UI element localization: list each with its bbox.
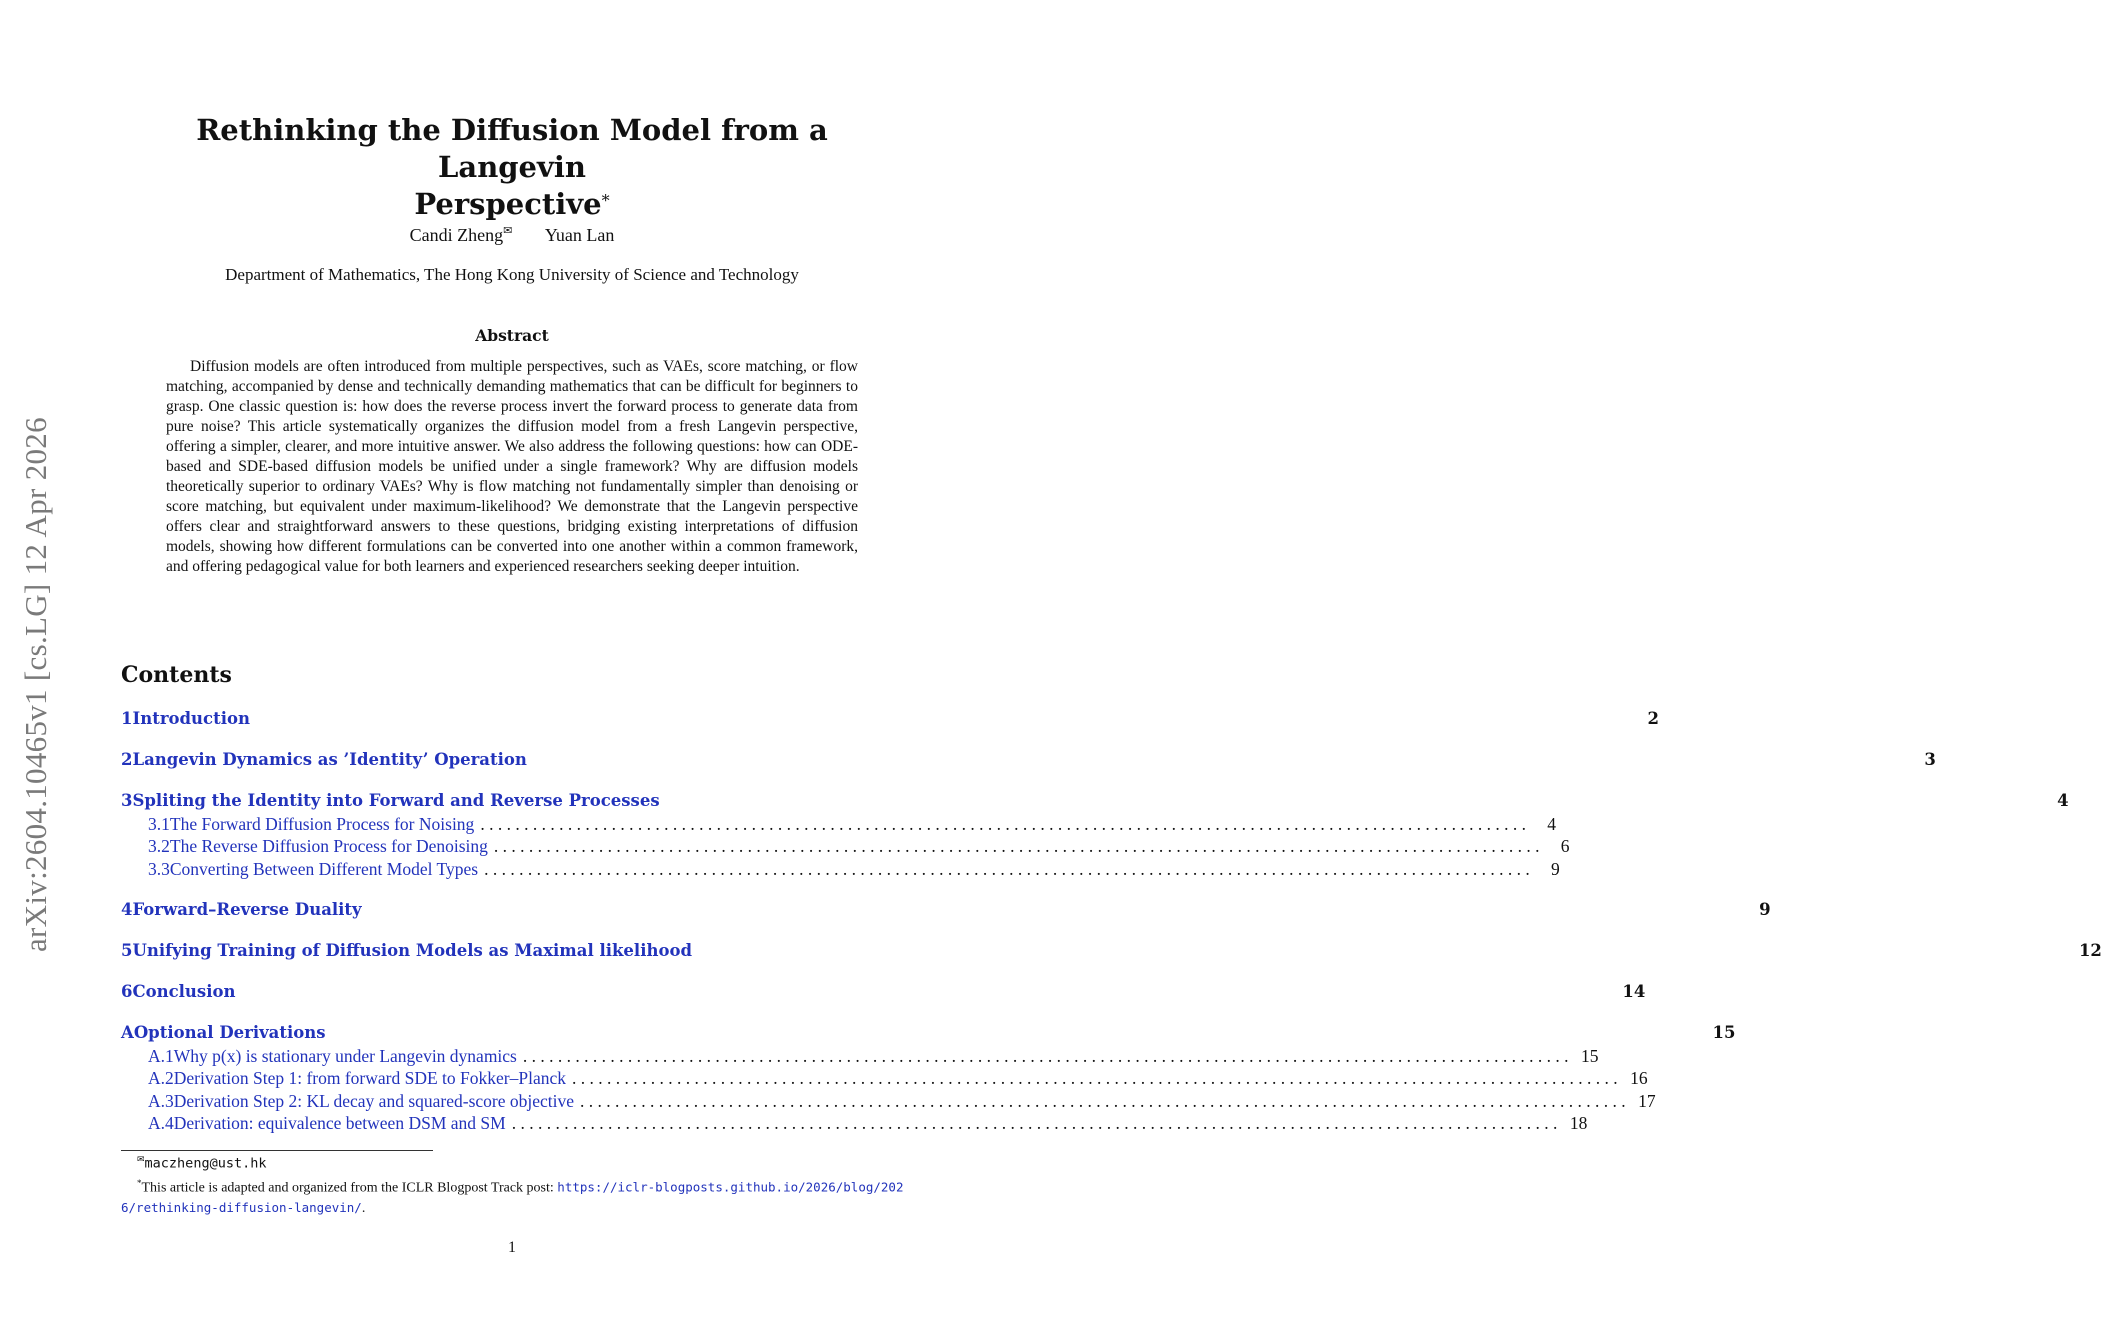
- toc-page-number: 15: [1712, 1023, 1736, 1042]
- author-email-link[interactable]: maczheng@ust.hk: [144, 1155, 267, 1172]
- toc-page-number: 9: [1759, 900, 1771, 919]
- title-footnote-mark[interactable]: *: [601, 191, 610, 210]
- toc-number: 4: [121, 900, 133, 919]
- toc-entry-6[interactable]: [121, 982, 1646, 1001]
- affiliation: Department of Mathematics, The Hong Kong University of Science and Technology: [225, 265, 799, 284]
- toc-entry-1[interactable]: [121, 709, 1659, 728]
- toc-title: The Reverse Diffusion Process for Denoising: [169, 836, 488, 856]
- toc-page-number: 12: [2078, 941, 2102, 960]
- toc-entry-a[interactable]: [121, 1023, 1736, 1042]
- toc-leader-dots: . . . . . . . . . . . . . . . . . . . . . . . . . . . . . . . . . . . . . . . . . . . . . . . . . . . . . . . . . . . . . . . . . . . . . . . . . . . . . . . . . . . . . . . . . . . . . . . . . . . . . . . . . . . . . . . . . . . . . . . .: [580, 1091, 1626, 1111]
- toc-leader-dots: . . . . . . . . . . . . . . . . . . . . . . . . . . . . . . . . . . . . . . . . . . . . . . . . . . . . . . . . . . . . . . . . . . . . . . . . . . . . . . . . . . . . . . . . . . . . . . . . . . . . . . . . . . . . . . . . . . . . . . . .: [493, 836, 1540, 856]
- toc-page-number: 9: [1550, 859, 1560, 879]
- toc-leader-dots: . . . . . . . . . . . . . . . . . . . . . . . . . . . . . . . . . . . . . . . . . . . . . . . . . . . . . . . . . . . . . . . . . . . . . . . . . . . . . . . . . . . . . . . . . . . . . . . . . . . . . . . . . . . . . . . . . . . . . . . .: [522, 1046, 1569, 1066]
- toc-title: Introduction: [132, 709, 250, 728]
- toc-number: A.4: [148, 1113, 174, 1133]
- toc-number: A: [121, 1023, 134, 1042]
- toc-title: Optional Derivations: [133, 1023, 326, 1042]
- toc-entry-3[interactable]: [121, 791, 2069, 810]
- toc-number: 3.2: [148, 836, 170, 856]
- toc-page-number: 16: [1630, 1068, 1648, 1088]
- toc-title: Langevin Dynamics as ’Identity’ Operation: [132, 750, 527, 769]
- toc-entry-2[interactable]: [121, 750, 1936, 769]
- toc-number: 3: [121, 791, 133, 810]
- title-line-1: Rethinking the Diffusion Model from a Langevin: [196, 113, 828, 184]
- toc-entry-a-4[interactable]: [148, 1113, 1588, 1134]
- toc-number: 1: [121, 709, 133, 728]
- toc-page-number: 3: [1924, 750, 1936, 769]
- toc-page-number: 15: [1581, 1046, 1599, 1066]
- toc-number: 3.3: [148, 859, 170, 879]
- toc-entry-a-3[interactable]: [148, 1091, 1656, 1112]
- toc-number: A.3: [148, 1091, 174, 1111]
- toc-leader-dots: . . . . . . . . . . . . . . . . . . . . . . . . . . . . . . . . . . . . . . . . . . . . . . . . . . . . . . . . . . . . . . . . . . . . . . . . . . . . . . . . . . . . . . . . . . . . . . . . . . . . . . . . . . . . . . . . . . . . . . . .: [484, 859, 1530, 879]
- toc-title: Conclusion: [132, 982, 236, 1001]
- footnote-end: .: [361, 1200, 366, 1216]
- toc-page-number: 14: [1622, 982, 1646, 1001]
- contents-heading: Contents: [121, 662, 232, 688]
- toc-page-number: 17: [1638, 1091, 1656, 1111]
- footnote-email: [137, 1155, 266, 1172]
- corresponding-author-mail-icon[interactable]: ✉: [503, 225, 513, 237]
- toc-leader-dots: . . . . . . . . . . . . . . . . . . . . . . . . . . . . . . . . . . . . . . . . . . . . . . . . . . . . . . . . . . . . . . . . . . . . . . . . . . . . . . . . . . . . . . . . . . . . . . . . . . . . . . . . . . . . . . . . . . . . . . . .: [511, 1113, 1558, 1133]
- toc-page-number: 18: [1569, 1113, 1588, 1133]
- toc-title: Why p(x) is stationary under Langevin dynamics: [173, 1046, 517, 1066]
- toc-page-number: 2: [1647, 709, 1659, 728]
- toc-entry-4[interactable]: [121, 900, 1771, 919]
- toc-title: Converting Between Different Model Types: [169, 859, 479, 879]
- footnote-text: This article is adapted and organized from the ICLR Blogpost Track post:: [141, 1180, 558, 1196]
- toc-title: Unifying Training of Diffusion Models as Maximal likelihood: [132, 941, 693, 960]
- toc-page-number: 6: [1560, 836, 1570, 856]
- footnote-source: [121, 1174, 907, 1218]
- author-yuan-lan: Yuan Lan: [544, 225, 615, 245]
- toc-title: Derivation: equivalence between DSM and SM: [173, 1113, 506, 1133]
- toc-number: A.1: [148, 1046, 174, 1066]
- footnote-divider: [121, 1150, 433, 1151]
- toc-number: 2: [121, 750, 133, 769]
- toc-number: 5: [121, 941, 133, 960]
- toc-title: The Forward Diffusion Process for Noising: [169, 814, 475, 834]
- toc-leader-dots: . . . . . . . . . . . . . . . . . . . . . . . . . . . . . . . . . . . . . . . . . . . . . . . . . . . . . . . . . . . . . . . . . . . . . . . . . . . . . . . . . . . . . . . . . . . . . . . . . . . . . . . . . . . . . . . . . . . . . . . .: [480, 814, 1526, 834]
- toc-number: 6: [121, 982, 133, 1001]
- toc-title: Forward–Reverse Duality: [132, 900, 362, 919]
- arxiv-identifier-stamp: arXiv:2604.10465v1 [cs.LG] 12 Apr 2026: [18, 417, 53, 952]
- toc-number: A.2: [148, 1068, 174, 1088]
- author-candi-zheng: Candi Zheng✉: [409, 225, 513, 245]
- toc-entry-3-2[interactable]: [148, 836, 1570, 857]
- toc-entry-a-2[interactable]: [148, 1068, 1648, 1089]
- toc-page-number: 4: [1547, 814, 1556, 834]
- abstract-text: Diffusion models are often introduced from multiple perspectives, such as VAEs, score matching, or flow matching, accompanied by dense and technically demanding mathematics that can be difficult for beginners to grasp. One classic question is: how does the reverse process invert the forward process to generate data from pure noise? This article systematically organizes the diffusion model from a fresh Langevin perspective, offering a simpler, clearer, and more intuitive answer. We also address the following questions: how can ODE-based and SDE-based diffusion models be unified under a single framework? Why are diffusion models theoretically superior to ordinary VAEs? Why is flow matching not fundamentally simpler than denoising or score matching, but equivalent under maximum-likelihood? We demonstrate that the Langevin perspective offers clear and straightforward answers to these questions, bridging existing interpretations of diffusion models, showing how different formulations can be converted into one another within a common framework, and offering pedagogical value for both learners and experienced researchers seeking deeper intuition.: [166, 358, 858, 575]
- paper-title: [120, 112, 904, 223]
- abstract-heading: Abstract: [475, 326, 549, 345]
- blogpost-url-link[interactable]: https://iclr-blogposts.github.io/2026/blog/2026/rethinking-diffusion-langevin/: [121, 1179, 904, 1215]
- toc-number: 3.1: [148, 814, 170, 834]
- mail-icon: ✉: [137, 1155, 145, 1165]
- toc-entry-3-3[interactable]: [148, 859, 1560, 880]
- toc-entry-5[interactable]: [121, 941, 2102, 960]
- toc-entry-3-1[interactable]: [148, 814, 1556, 835]
- footnote-mark: *: [137, 1178, 142, 1188]
- page-number: 1: [508, 1239, 516, 1256]
- author-list: [120, 224, 904, 246]
- toc-title: Spliting the Identity into Forward and Reverse Processes: [132, 791, 660, 810]
- toc-title: Derivation Step 1: from forward SDE to Fokker–Planck: [173, 1068, 566, 1088]
- toc-page-number: 4: [2057, 791, 2069, 810]
- toc-leader-dots: . . . . . . . . . . . . . . . . . . . . . . . . . . . . . . . . . . . . . . . . . . . . . . . . . . . . . . . . . . . . . . . . . . . . . . . . . . . . . . . . . . . . . . . . . . . . . . . . . . . . . . . . . . . . . . . . . . . . . . . .: [572, 1068, 1618, 1088]
- toc-entry-a-1[interactable]: [148, 1046, 1599, 1067]
- title-line-2: Perspective: [414, 187, 602, 221]
- toc-title: Derivation Step 2: KL decay and squared-score objective: [173, 1091, 575, 1111]
